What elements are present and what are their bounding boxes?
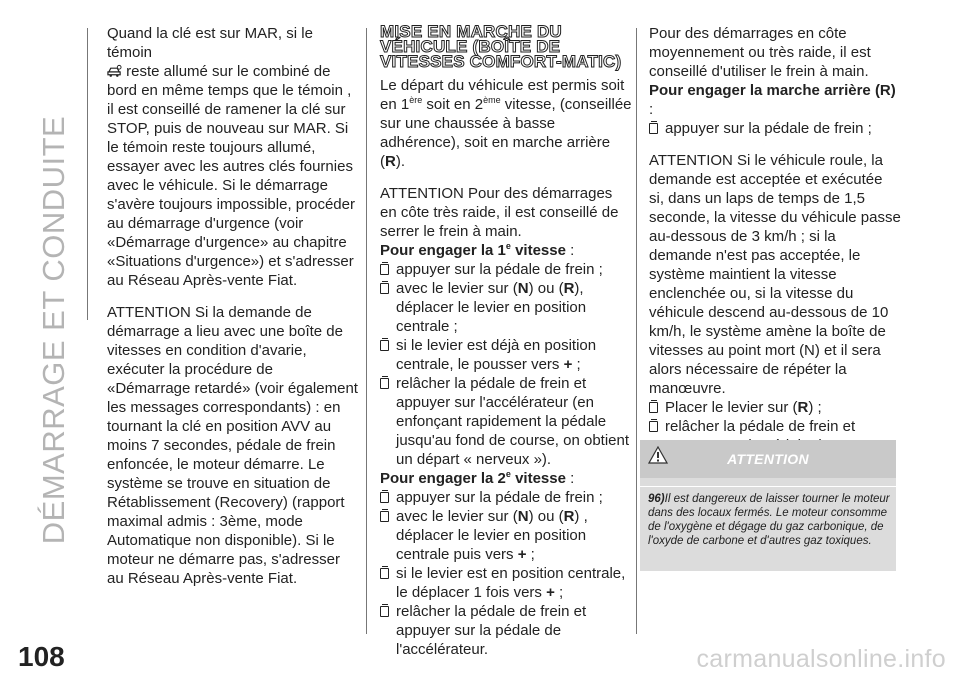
paragraph-attention-reverse: ATTENTION Si le véhicule roule, la demande est acceptée et exécutée si, dans un laps de temps de 1,5 seconde, la vitesse du véhicule passe au-dessous de 3 km/h ; si la demande n'est pas acceptée, le système maintient la vitesse enclenchée ou, si la vitesse du véhicule descend au-dessous de 10 km/h, le système amène la boîte de vitesses au point mort (N) et il sera alors nécessaire de répéter la manœuvre. <box>649 152 901 397</box>
list-item: avec le levier sur (N) ou (R), déplacer le levier en position centrale ; <box>380 279 632 336</box>
chapter-side-title: DÉMARRAGE ET CONDUITE <box>36 115 71 545</box>
bullet-icon <box>380 511 389 522</box>
list-item: appuyer sur la pédale de frein ; <box>380 260 632 279</box>
warning-header <box>640 440 896 478</box>
list-item: relâcher la pédale de frein et appuyer sur la pédale de l'accélérateur. <box>380 602 632 659</box>
column-divider-1 <box>366 28 367 634</box>
section-heading: MISE EN MARCHE DU VÉHICULE (BOÎTE DE VITESSES COMFORT-MATIC) <box>380 22 622 71</box>
page-number: 108 <box>18 641 65 672</box>
bullet-icon <box>380 283 389 294</box>
list-item: si le levier est déjà en position centrale, le pousser vers + ; <box>380 336 632 374</box>
bullet-icon <box>380 264 389 275</box>
paragraph-key-warning: Quand la clé est sur MAR, si le témoin reste allumé sur le combiné de bord en même temps que le témoin , il est conseillé de ramener la clé sur STOP, puis de nouveau sur MAR. Si le témoin reste toujours allumé, essayer avec les autres clés fournies avec le véhicule. Si le démarrage s'avère toujours impossible, procéder au démarrage d'urgence (voir «Démarrage d'urgence» au chapitre «Situations d'urgence») et s'adresser au Réseau Après-vente Fiat. <box>107 25 355 289</box>
side-divider <box>87 28 88 320</box>
bullet-icon <box>649 421 658 432</box>
list-item: appuyer sur la pédale de frein ; <box>380 488 632 507</box>
list-item: relâcher la pédale de frein et appuyer sur l'accélérateur (en enfonçant rapidement la pédale jusqu'au fond de course, on obtient un départ « nerveux »). <box>380 374 632 469</box>
list-item: appuyer sur la pédale de frein ; <box>649 119 901 138</box>
warning-triangle-icon <box>648 446 668 464</box>
column-divider-2 <box>636 28 637 634</box>
warning-text: 96)Il est dangereux de laisser tourner le moteur dans des locaux fermés. Le moteur consomme de l'oxygène et dégage du gaz carbonique, de l'oxyde de carbone et d'autres gaz toxiques. <box>648 493 890 547</box>
subheading-second-gear: Pour engager la 2e vitesse : <box>380 469 575 487</box>
bullet-icon <box>380 568 389 579</box>
watermark: carmanualsonline.info <box>696 645 946 673</box>
paragraph-attention-handbrake: ATTENTION Pour des démarrages en côte très raide, il est conseillé de serrer le frein à main. <box>380 185 619 240</box>
list-item: Placer le levier sur (R) ; <box>649 398 901 417</box>
paragraph-slope: Pour des démarrages en côte moyennement ou très raide, il est conseillé d'utiliser le frein à main. <box>649 25 871 80</box>
car-key-warning-icon <box>107 64 122 78</box>
bullet-icon <box>380 606 389 617</box>
bullet-icon <box>649 402 658 413</box>
warning-box <box>640 440 896 571</box>
column-1 <box>107 24 359 588</box>
bullet-icon <box>380 492 389 503</box>
subheading-reverse: Pour engager la marche arrière (R) : <box>649 82 896 118</box>
warning-title: ATTENTION <box>727 451 809 467</box>
subheading-first-gear: Pour engager la 1e vitesse : <box>380 241 575 259</box>
column-3 <box>649 24 901 474</box>
list-item: avec le levier sur (N) ou (R) , déplacer le levier en position centrale puis vers + ; <box>380 507 632 564</box>
column-2 <box>380 24 632 659</box>
bullet-icon <box>380 340 389 351</box>
paragraph-delayed-start: ATTENTION Si la demande de démarrage a lieu avec une boîte de vitesses en condition d'avarie, exécuter la procédure de «Démarrage retardé» (voir également les messages correspondants) : en tournant la clé en position AVV au moins 7 secondes, pédale de frein enfoncée, le moteur démarre. Le système se trouve en situation de Rétablissement (Recovery) (rapport maximal admis : 3ème, mode Automatique non disponible). Si le moteur ne démarre pas, s'adresser au Réseau Après-vente Fiat. <box>107 304 358 587</box>
bullet-icon <box>380 378 389 389</box>
bullet-icon <box>649 123 658 134</box>
list-item: si le levier est en position centrale, le déplacer 1 fois vers + ; <box>380 564 632 602</box>
list-item: relâcher la pédale de frein et <box>649 417 901 474</box>
paragraph-intro: Le départ du véhicule est permis soit en 1ère soit en 2ème vitesse, (conseillée sur une chaussée à basse adhérence), soit en marche arrière (R). <box>380 77 632 170</box>
